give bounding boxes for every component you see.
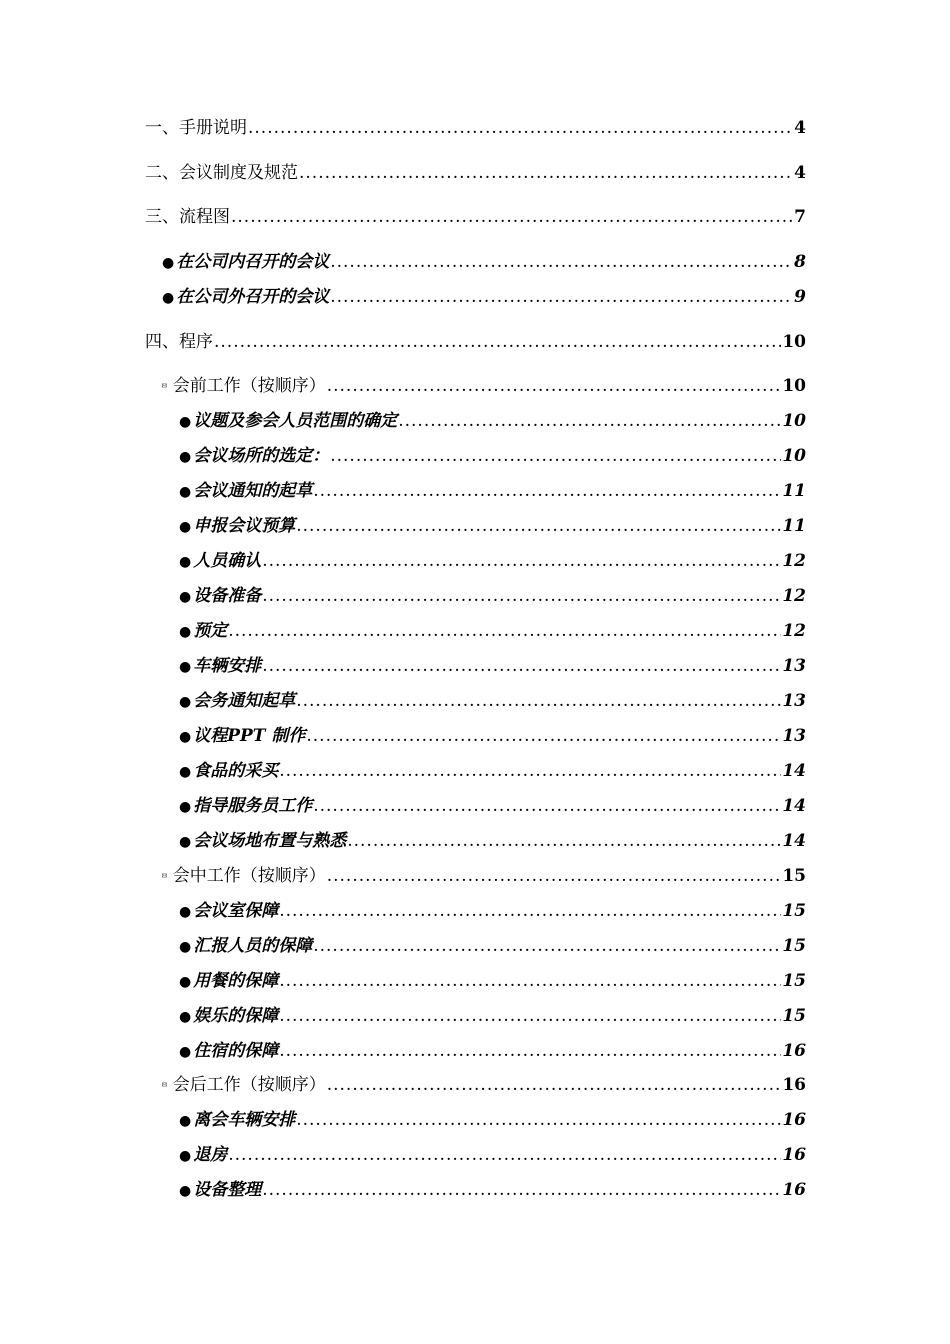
- toc-entry-page: 11: [782, 516, 806, 536]
- bullet-icon: ●: [179, 519, 192, 535]
- toc-entry-vehicle[interactable]: [179, 655, 806, 678]
- dot-leader: [279, 760, 781, 782]
- toc-entry-flowchart[interactable]: [145, 206, 806, 228]
- toc-entry-pre-meeting[interactable]: [162, 375, 806, 397]
- toc-entry-label: 在公司外召开的会议: [176, 287, 330, 307]
- envelope-icon: [162, 869, 167, 882]
- toc-entry-page: 13: [782, 656, 806, 676]
- toc-entry-label: 食品的采买: [193, 761, 279, 781]
- bullet-icon: ●: [179, 554, 192, 570]
- toc-entry-label: 住宿的保障: [193, 1041, 279, 1061]
- toc-entry-label: 会议室保障: [193, 901, 279, 921]
- toc-entry-page: 15: [782, 866, 806, 886]
- toc-entry-page: 15: [782, 901, 806, 921]
- dot-leader: [313, 935, 781, 957]
- dot-leader: [231, 206, 793, 228]
- dot-leader: [262, 550, 781, 572]
- toc-entry-label: 会议场地布置与熟悉: [193, 831, 347, 851]
- toc-entry-label: 娱乐的保障: [193, 1006, 279, 1026]
- toc-entry-staff-guidance[interactable]: [179, 795, 806, 818]
- toc-entry-page: 4: [794, 118, 806, 138]
- dot-leader: [330, 251, 793, 273]
- bullet-icon: ●: [179, 449, 192, 465]
- toc-entry-topics-and-attendees[interactable]: [179, 410, 806, 433]
- toc-entry-accommodation[interactable]: [179, 1040, 806, 1063]
- dot-leader: [296, 690, 781, 712]
- dot-leader: [248, 117, 793, 139]
- bullet-icon: ●: [162, 255, 175, 271]
- dot-leader: [313, 480, 781, 502]
- toc-entry-manual-description[interactable]: [145, 117, 806, 139]
- toc-entry-page: 4: [794, 163, 806, 183]
- bullet-icon: ●: [179, 974, 192, 990]
- toc-entry-page: 13: [782, 691, 806, 711]
- bullet-icon: ●: [179, 799, 192, 815]
- dot-leader: [330, 445, 781, 467]
- toc-entry-label: 设备整理: [193, 1180, 262, 1200]
- toc-entry-equipment-cleanup[interactable]: [179, 1179, 806, 1202]
- toc-entry-label: 人员确认: [193, 551, 262, 571]
- dot-leader: [228, 1144, 781, 1166]
- toc-entry-procedure[interactable]: [145, 331, 806, 353]
- toc-entry-label: 会务通知起草: [193, 691, 296, 711]
- toc-entry-label: 议题及参会人员范围的确定: [193, 411, 398, 431]
- bullet-icon: ●: [179, 484, 192, 500]
- dot-leader: [306, 725, 781, 747]
- toc-entry-page: 8: [794, 252, 806, 272]
- toc-entry-page: 15: [782, 1006, 806, 1026]
- bullet-icon: ●: [179, 1009, 192, 1025]
- bullet-icon: ●: [179, 1183, 192, 1199]
- toc-entry-page: 12: [782, 621, 806, 641]
- toc-entry-page: 9: [794, 287, 806, 307]
- toc-entry-budget[interactable]: [179, 515, 806, 538]
- bullet-icon: ●: [179, 589, 192, 605]
- toc-entry-page: 14: [782, 831, 806, 851]
- toc-entry-departure-vehicles[interactable]: [179, 1109, 806, 1132]
- dot-leader: [327, 1074, 782, 1096]
- toc-entry-label: 一、手册说明: [145, 118, 247, 138]
- bullet-icon: ●: [179, 1044, 192, 1060]
- toc-entry-venue-setup[interactable]: [179, 830, 806, 853]
- toc-entry-external-meeting[interactable]: [162, 286, 806, 309]
- dot-leader: [296, 1109, 781, 1131]
- toc-entry-during-meeting[interactable]: [162, 865, 806, 887]
- envelope-icon: [162, 379, 167, 392]
- toc-entry-label: 议程PPT 制作: [193, 726, 306, 746]
- bullet-icon: ●: [179, 904, 192, 920]
- bullet-icon: ●: [179, 764, 192, 780]
- toc-entry-page: 14: [782, 761, 806, 781]
- toc-entry-label: 二、会议制度及规范: [145, 163, 298, 183]
- toc-entry-venue-selection[interactable]: [179, 445, 806, 468]
- dot-leader: [299, 162, 793, 184]
- dot-leader: [262, 1179, 781, 1201]
- toc-entry-internal-meeting[interactable]: [162, 251, 806, 274]
- toc-entry-label: 预定: [193, 621, 228, 641]
- toc-entry-label: 申报会议预算: [193, 516, 296, 536]
- toc-entry-page: 16: [782, 1110, 806, 1130]
- toc-entry-label: 设备准备: [193, 586, 262, 606]
- bullet-icon: ●: [179, 414, 192, 430]
- toc-entry-equipment-prep[interactable]: [179, 585, 806, 608]
- bullet-icon: ●: [179, 624, 192, 640]
- toc-entry-page: 13: [782, 726, 806, 746]
- toc-entry-entertainment[interactable]: [179, 1005, 806, 1028]
- toc-entry-label: 车辆安排: [193, 656, 262, 676]
- dot-leader: [330, 286, 793, 308]
- toc-entry-page: 10: [782, 446, 806, 466]
- toc-entry-page: 16: [782, 1041, 806, 1061]
- dot-leader: [279, 970, 781, 992]
- toc-entry-page: 10: [782, 376, 806, 396]
- dot-leader: [327, 865, 782, 887]
- toc-entry-label: 会中工作（按顺序）: [172, 866, 326, 886]
- toc-entry-page: 16: [782, 1075, 806, 1095]
- toc-entry-page: 12: [782, 586, 806, 606]
- envelope-icon: [162, 1078, 167, 1091]
- dot-leader: [398, 410, 781, 432]
- dot-leader: [279, 1005, 781, 1027]
- toc-entry-label: 会前工作（按顺序）: [172, 376, 326, 396]
- toc-entry-presenters[interactable]: [179, 935, 806, 958]
- bullet-icon: ●: [162, 290, 175, 306]
- dot-leader: [262, 655, 781, 677]
- toc-entry-label: 离会车辆安排: [193, 1110, 296, 1130]
- toc-entry-affairs-notice[interactable]: [179, 690, 806, 713]
- toc-entry-page: 15: [782, 936, 806, 956]
- toc-entry-page: 11: [782, 481, 806, 501]
- toc-entry-page: 16: [782, 1145, 806, 1165]
- toc-entry-label: 指导服务员工作: [193, 796, 313, 816]
- dot-leader: [347, 830, 781, 852]
- toc-entry-label: 三、流程图: [145, 207, 230, 227]
- bullet-icon: ●: [179, 1148, 192, 1164]
- toc-entry-meeting-rules[interactable]: [145, 162, 806, 184]
- dot-leader: [279, 1040, 781, 1062]
- dot-leader: [262, 585, 781, 607]
- toc-entry-label: 汇报人员的保障: [193, 936, 313, 956]
- toc-entry-page: 12: [782, 551, 806, 571]
- dot-leader: [296, 515, 781, 537]
- bullet-icon: ●: [179, 939, 192, 955]
- bullet-icon: ●: [179, 694, 192, 710]
- toc-entry-post-meeting[interactable]: [162, 1074, 806, 1096]
- toc-entry-page: 10: [782, 332, 806, 352]
- bullet-icon: ●: [179, 659, 192, 675]
- toc-entry-dining[interactable]: [179, 970, 806, 993]
- toc-entry-label: 用餐的保障: [193, 971, 279, 991]
- dot-leader: [214, 331, 781, 353]
- toc-entry-personnel-confirm[interactable]: [179, 550, 806, 573]
- toc-entry-label: 四、程序: [145, 332, 213, 352]
- dot-leader: [313, 795, 781, 817]
- toc-entry-checkout[interactable]: [179, 1144, 806, 1167]
- toc-entry-page: 10: [782, 411, 806, 431]
- toc-entry-page: 15: [782, 971, 806, 991]
- toc-entry-reservation[interactable]: [179, 620, 806, 643]
- toc-entry-label: 会议场所的选定：: [193, 446, 330, 466]
- bullet-icon: ●: [179, 834, 192, 850]
- toc-entry-label: 会议通知的起草: [193, 481, 313, 501]
- bullet-icon: ●: [179, 1113, 192, 1129]
- toc-entry-page: 16: [782, 1180, 806, 1200]
- toc-entry-label: 会后工作（按顺序）: [172, 1075, 326, 1095]
- toc-entry-label: 在公司内召开的会议: [176, 252, 330, 272]
- toc-entry-page: 14: [782, 796, 806, 816]
- toc-entry-food[interactable]: [179, 760, 806, 783]
- toc-entry-meeting-room[interactable]: [179, 900, 806, 923]
- dot-leader: [279, 900, 781, 922]
- toc-entry-ppt[interactable]: [179, 725, 806, 748]
- toc-entry-label: 退房: [193, 1145, 228, 1165]
- bullet-icon: ●: [179, 729, 192, 745]
- toc-entry-page: 7: [794, 207, 806, 227]
- dot-leader: [228, 620, 781, 642]
- dot-leader: [327, 375, 782, 397]
- toc-entry-notice-draft[interactable]: [179, 480, 806, 503]
